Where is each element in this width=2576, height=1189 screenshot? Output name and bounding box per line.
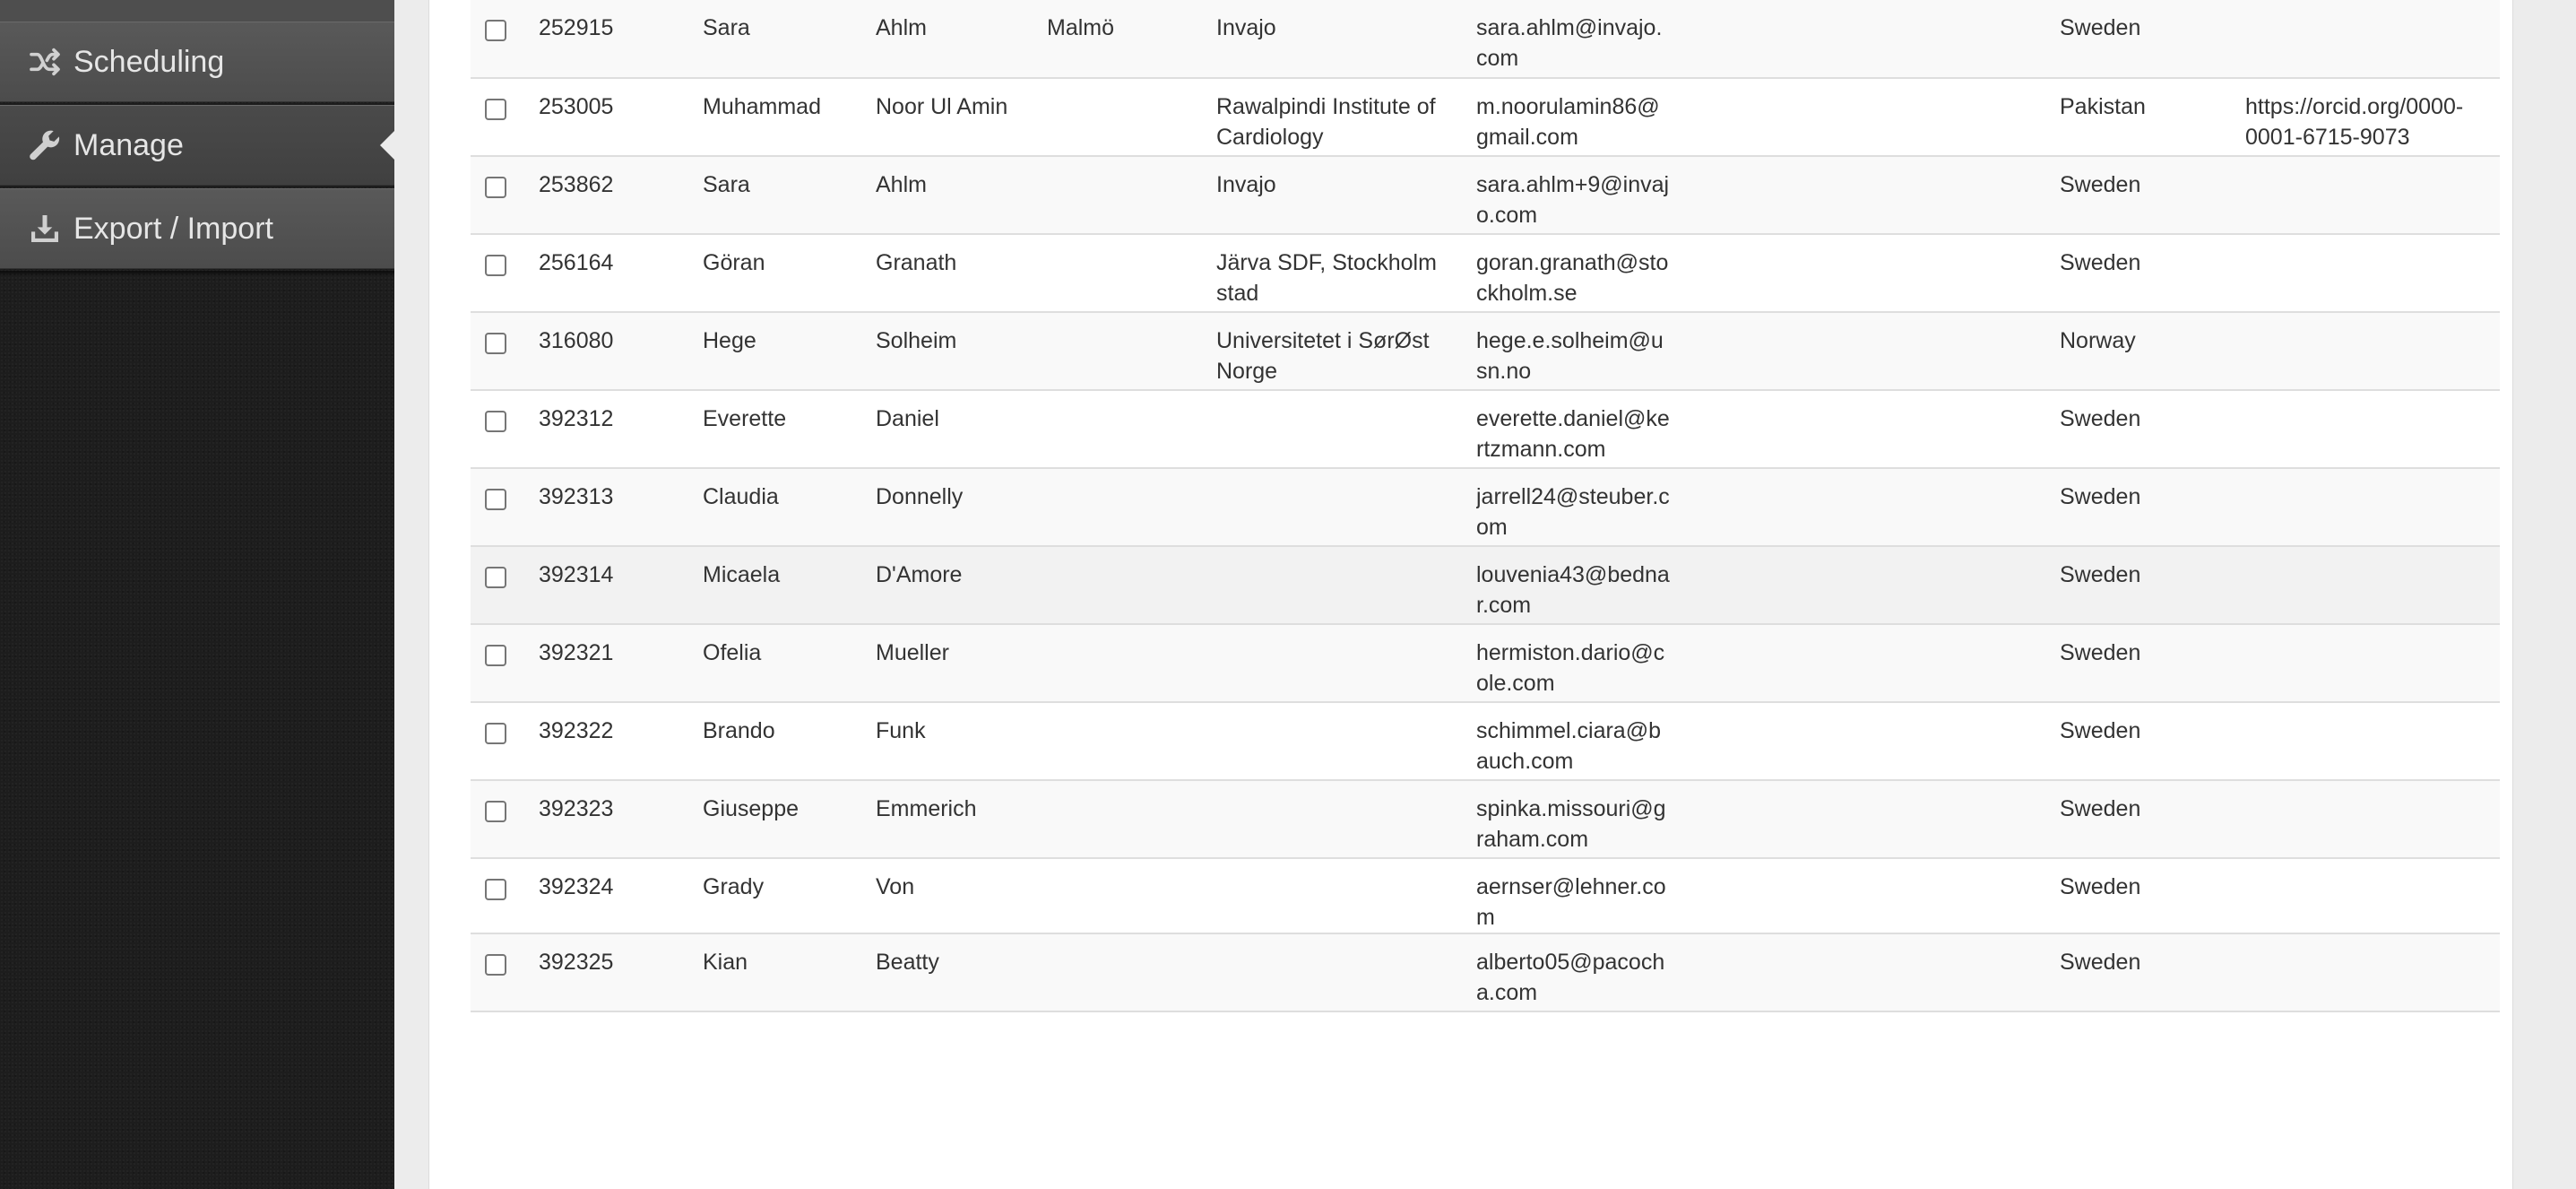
users-table: [471, 0, 2500, 1012]
table-row[interactable]: [471, 858, 2500, 933]
last-name: Emmerich: [876, 780, 1047, 858]
city: [1047, 390, 1216, 468]
orcid: https://orcid.org/0000-0001-6715-9073: [2245, 78, 2500, 156]
organization: [1216, 546, 1476, 624]
user-id: 316080: [539, 312, 703, 390]
first-name: Brando: [703, 702, 876, 780]
last-name: Funk: [876, 702, 1047, 780]
wrench-icon: [25, 126, 65, 165]
first-name: Göran: [703, 234, 876, 312]
row-select-cell: [471, 933, 539, 1011]
sidebar-top-item[interactable]: [0, 0, 394, 22]
user-id: 253862: [539, 156, 703, 234]
city: [1047, 468, 1216, 546]
last-name: Donnelly: [876, 468, 1047, 546]
orcid: [2245, 933, 2500, 1011]
email: jarrell24@steuber.com: [1476, 484, 1670, 540]
email-cell: [1476, 546, 2060, 624]
table-row[interactable]: [471, 78, 2500, 156]
city: [1047, 624, 1216, 702]
email-cell: [1476, 933, 2060, 1011]
orcid: [2245, 234, 2500, 312]
last-name: Granath: [876, 234, 1047, 312]
table-row[interactable]: [471, 390, 2500, 468]
organization: [1216, 702, 1476, 780]
city: [1047, 933, 1216, 1011]
country: Sweden: [2060, 0, 2245, 78]
country: Pakistan: [2060, 78, 2245, 156]
orcid: [2245, 0, 2500, 78]
table-row-hovered[interactable]: [471, 546, 2500, 624]
row-checkbox[interactable]: [485, 255, 506, 276]
last-name: Ahlm: [876, 156, 1047, 234]
email: sara.ahlm@invajo.com: [1476, 15, 1663, 71]
organization: Rawalpindi Institute of Cardiology: [1216, 78, 1476, 156]
country: Sweden: [2060, 234, 2245, 312]
sidebar-item-scheduling[interactable]: [0, 22, 394, 102]
email: spinka.missouri@graham.com: [1476, 796, 1666, 852]
organization: [1216, 390, 1476, 468]
user-id: 392321: [539, 624, 703, 702]
sidebar-item-manage[interactable]: [0, 105, 394, 186]
first-name: Everette: [703, 390, 876, 468]
row-select-cell: [471, 624, 539, 702]
city: [1047, 780, 1216, 858]
first-name: Ofelia: [703, 624, 876, 702]
orcid: [2245, 468, 2500, 546]
email-cell: [1476, 234, 2060, 312]
first-name: Kian: [703, 933, 876, 1011]
row-checkbox[interactable]: [485, 489, 506, 510]
email-cell: [1476, 0, 2060, 78]
email-cell: [1476, 390, 2060, 468]
first-name: Sara: [703, 0, 876, 78]
row-checkbox[interactable]: [485, 567, 506, 588]
country: Sweden: [2060, 858, 2245, 933]
last-name: Von: [876, 858, 1047, 933]
table-row[interactable]: [471, 624, 2500, 702]
city: [1047, 234, 1216, 312]
email-cell: [1476, 624, 2060, 702]
row-select-cell: [471, 0, 539, 78]
country: Sweden: [2060, 546, 2245, 624]
email-cell: [1476, 858, 2060, 933]
country: Sweden: [2060, 390, 2245, 468]
row-checkbox[interactable]: [485, 723, 506, 744]
email: schimmel.ciara@bauch.com: [1476, 718, 1661, 774]
user-id: 252915: [539, 0, 703, 78]
email: hege.e.solheim@usn.no: [1476, 328, 1664, 384]
user-id: 392314: [539, 546, 703, 624]
table-row[interactable]: [471, 0, 2500, 78]
first-name: Muhammad: [703, 78, 876, 156]
email: aernser@lehner.com: [1476, 874, 1666, 930]
email: hermiston.dario@cole.com: [1476, 640, 1665, 696]
table-row[interactable]: [471, 156, 2500, 234]
country: Sweden: [2060, 156, 2245, 234]
user-id: 392322: [539, 702, 703, 780]
row-checkbox[interactable]: [485, 645, 506, 666]
sidebar-divider: [0, 271, 394, 276]
last-name: Solheim: [876, 312, 1047, 390]
organization: Universitetet i SørØst Norge: [1216, 312, 1476, 390]
email: m.noorulamin86@gmail.com: [1476, 94, 1660, 150]
sidebar-item-label: Manage: [73, 127, 184, 162]
table-row[interactable]: [471, 933, 2500, 1011]
row-checkbox[interactable]: [485, 411, 506, 432]
orcid: [2245, 546, 2500, 624]
table-row[interactable]: [471, 468, 2500, 546]
active-caret-icon: [380, 131, 394, 160]
organization: [1216, 858, 1476, 933]
organization: Järva SDF, Stockholm stad: [1216, 234, 1476, 312]
last-name: Ahlm: [876, 0, 1047, 78]
organization: [1216, 624, 1476, 702]
city: [1047, 78, 1216, 156]
row-select-cell: [471, 780, 539, 858]
row-select-cell: [471, 702, 539, 780]
orcid: [2245, 156, 2500, 234]
user-id: 392313: [539, 468, 703, 546]
orcid: [2245, 702, 2500, 780]
user-id: 256164: [539, 234, 703, 312]
row-select-cell: [471, 78, 539, 156]
email: goran.granath@stockholm.se: [1476, 250, 1669, 306]
orcid: [2245, 858, 2500, 933]
email-cell: [1476, 468, 2060, 546]
email: louvenia43@bednar.com: [1476, 562, 1670, 618]
country: Norway: [2060, 312, 2245, 390]
last-name: Noor Ul Amin: [876, 78, 1047, 156]
city: [1047, 156, 1216, 234]
orcid: [2245, 780, 2500, 858]
country: Sweden: [2060, 702, 2245, 780]
row-select-cell: [471, 468, 539, 546]
sidebar-item-label: Export / Import: [73, 211, 273, 246]
last-name: Mueller: [876, 624, 1047, 702]
city: [1047, 702, 1216, 780]
first-name: Sara: [703, 156, 876, 234]
email-cell: [1476, 78, 2060, 156]
last-name: Beatty: [876, 933, 1047, 1011]
user-id: 392312: [539, 390, 703, 468]
row-select-cell: [471, 234, 539, 312]
city: [1047, 858, 1216, 933]
email-cell: [1476, 780, 2060, 858]
row-checkbox[interactable]: [485, 333, 506, 354]
first-name: Grady: [703, 858, 876, 933]
organization: [1216, 468, 1476, 546]
user-id: 392323: [539, 780, 703, 858]
last-name: Daniel: [876, 390, 1047, 468]
first-name: Micaela: [703, 546, 876, 624]
last-name: D'Amore: [876, 546, 1047, 624]
sidebar-item-export-import[interactable]: [0, 188, 394, 269]
row-checkbox[interactable]: [485, 177, 506, 198]
user-id: 392324: [539, 858, 703, 933]
row-select-cell: [471, 312, 539, 390]
shuffle-icon: [25, 42, 65, 82]
email: everette.daniel@kertzmann.com: [1476, 406, 1670, 462]
row-select-cell: [471, 156, 539, 234]
row-select-cell: [471, 858, 539, 933]
first-name: Hege: [703, 312, 876, 390]
orcid: [2245, 312, 2500, 390]
country: Sweden: [2060, 780, 2245, 858]
organization: Invajo: [1216, 156, 1476, 234]
email-cell: [1476, 312, 2060, 390]
row-checkbox[interactable]: [485, 801, 506, 822]
user-id: 392325: [539, 933, 703, 1011]
email-cell: [1476, 702, 2060, 780]
email: alberto05@pacocha.com: [1476, 950, 1665, 1005]
table-row[interactable]: [471, 312, 2500, 390]
table-row[interactable]: [471, 702, 2500, 780]
city: [1047, 546, 1216, 624]
first-name: Claudia: [703, 468, 876, 546]
organization: [1216, 780, 1476, 858]
main-panel: [428, 0, 2513, 1189]
sidebar: [0, 0, 394, 1189]
email: sara.ahlm+9@invajo.com: [1476, 172, 1670, 228]
row-checkbox[interactable]: [485, 20, 506, 41]
row-select-cell: [471, 546, 539, 624]
country: Sweden: [2060, 933, 2245, 1011]
row-checkbox[interactable]: [485, 954, 506, 976]
table-row[interactable]: [471, 234, 2500, 312]
country: Sweden: [2060, 468, 2245, 546]
city: Malmö: [1047, 0, 1216, 78]
orcid: [2245, 624, 2500, 702]
email-cell: [1476, 156, 2060, 234]
table-row[interactable]: [471, 780, 2500, 858]
city: [1047, 312, 1216, 390]
user-id: 253005: [539, 78, 703, 156]
row-checkbox[interactable]: [485, 99, 506, 120]
organization: Invajo: [1216, 0, 1476, 78]
organization: [1216, 933, 1476, 1011]
country: Sweden: [2060, 624, 2245, 702]
sidebar-item-label: Scheduling: [73, 44, 225, 79]
download-icon: [25, 209, 65, 248]
orcid: [2245, 390, 2500, 468]
row-checkbox[interactable]: [485, 879, 506, 900]
first-name: Giuseppe: [703, 780, 876, 858]
row-select-cell: [471, 390, 539, 468]
